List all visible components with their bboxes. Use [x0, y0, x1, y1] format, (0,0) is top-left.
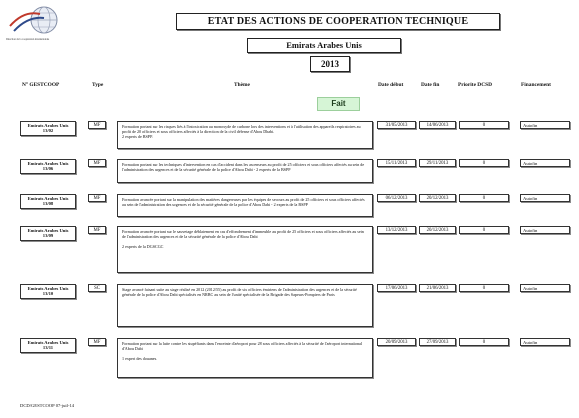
date-debut-cell: 15/11/2013 [377, 159, 416, 167]
financement-cell: Autofin [520, 194, 570, 202]
column-header-date-debut: Date début [378, 82, 404, 88]
theme-cell [117, 159, 373, 183]
priorite-cell: 0 [459, 338, 509, 346]
country-title: Emirats Arabes Unis [247, 38, 401, 53]
gestcoop-cell: Emirats Arabes Unis 13/11 [20, 338, 76, 353]
theme-cell [117, 194, 373, 217]
status-badge: Fait [317, 97, 360, 111]
type-cell: MF [88, 121, 106, 129]
date-debut-cell: 31/05/2013 [377, 121, 416, 129]
gestcoop-cell: Emirats Arabes Unis 13/08 [20, 194, 76, 209]
theme-text: Stage avancé faisant suite au stage réalisé en 2012 (2012/55) au profit de six officiers émiriens de l'administration des urgences et de la sécurité générale de la police d'Abou Dabi spécialisés en NRBC au sein de l'unité spécialisée de la Brigade des Sapeurs-Pompiers de Paris [122, 287, 357, 297]
date-fin-cell: 20/12/2013 [419, 226, 456, 234]
theme-text: Formation avancée portant sur le sauvetage déblaiement en cas d'effondrement d'immeuble au profit de 25 officiers et sous officiers affectés au sein de l'administration des urgences et de la sécurité générale de la police d'Abou Dabi [122, 229, 364, 239]
type-cell: MF [88, 226, 106, 234]
priorite-cell: 0 [459, 121, 509, 129]
type-cell: MF [88, 194, 106, 202]
page-title: ETAT DES ACTIONS DE COOPERATION TECHNIQUE [176, 13, 500, 30]
theme-cell [117, 338, 373, 378]
date-fin-cell: 14/06/2013 [419, 121, 456, 129]
priorite-cell: 0 [459, 159, 509, 167]
gestcoop-cell: Emirats Arabes Unis 13/02 [20, 121, 76, 136]
theme-text: Formation portant sur les risques liés à l'intoxication au monoxyde de carbone lors des interventions et à l'utilisation des appareils respiratoires au profit de 20 officiers et sous officiers affectés à la direction de la civil défense d'Abou Dhabi. [122, 124, 361, 134]
priorite-cell: 0 [459, 194, 509, 202]
theme-experts: 2 experts de BSPP. [122, 134, 153, 139]
column-header-priorite: Priorite DCSD [458, 82, 492, 88]
logo [6, 4, 66, 40]
type-cell: SC [88, 284, 106, 292]
date-debut-cell: 17/06/2013 [377, 284, 416, 292]
date-fin-cell: 29/11/2013 [419, 159, 456, 167]
theme-text: Formation portant sur les techniques d'intervention en cas d'accident dans les ascenseurs au profit de 25 officiers et sous officiers affectés au sein de l'administration des urgences et de la sécurité générale de la police d'Abou Dabi - 2 experts de la BSPP [122, 162, 365, 172]
date-fin-cell: 20/12/2013 [419, 194, 456, 202]
column-header-financement: Financement [521, 82, 551, 88]
financement-cell: Autofin [520, 159, 570, 167]
date-debut-cell: 06/12/2013 [377, 194, 416, 202]
financement-cell: Autofin [520, 226, 570, 234]
gestcoop-cell: Emirats Arabes Unis 13/09 [20, 226, 76, 241]
date-fin-cell: 21/06/2013 [419, 284, 456, 292]
gestcoop-cell: Emirats Arabes Unis 13/06 [20, 159, 76, 174]
date-fin-cell: 27/09/2013 [419, 338, 456, 346]
theme-cell [117, 284, 373, 327]
financement-cell: Autofin [520, 284, 570, 292]
priorite-cell: 0 [459, 284, 509, 292]
type-cell: MF [88, 338, 106, 346]
financement-cell: Autofin [520, 338, 570, 346]
priorite-cell: 0 [459, 226, 509, 234]
theme-experts: 2 experts de la DGSCGC [122, 244, 164, 249]
globe-logo-icon [6, 4, 66, 40]
theme-text: Formation portant sur la lutte contre les stupéfiants dans l'enceinte d'aéroport pour 28 sous officiers affectés à la sécurité de l'aéroport international d'Abou Dabi [122, 341, 362, 351]
theme-text: Formation avancée portant sur la manipulation des matières dangereuses par les équipes de secours au profit de 25 officiers et sous officiers affectés au sein de l'administration des urgences et de la sécurité générale de la police d'Abou Dabi - 2 experts de la BSPP [122, 197, 365, 207]
footer-text: DCD/GESTCOOP 07-juil-14 [20, 403, 75, 408]
column-header-type: Type [92, 82, 104, 88]
theme-cell [117, 226, 373, 273]
column-header-gestcoop: N° GESTCOOP [22, 82, 60, 88]
theme-cell [117, 121, 373, 149]
gestcoop-cell: Emirats Arabes Unis 13/10 [20, 284, 76, 299]
year-title: 2013 [310, 56, 350, 72]
financement-cell: Autofin [520, 121, 570, 129]
type-cell: MF [88, 159, 106, 167]
date-debut-cell: 13/12/2013 [377, 226, 416, 234]
theme-experts: 1 expert des douanes. [122, 356, 158, 361]
column-header-date-fin: Date fin [421, 82, 440, 88]
date-debut-cell: 20/09/2013 [377, 338, 416, 346]
logo-caption: Direction de la coopération internationale [6, 38, 50, 41]
column-header-theme: Thème [234, 82, 250, 88]
